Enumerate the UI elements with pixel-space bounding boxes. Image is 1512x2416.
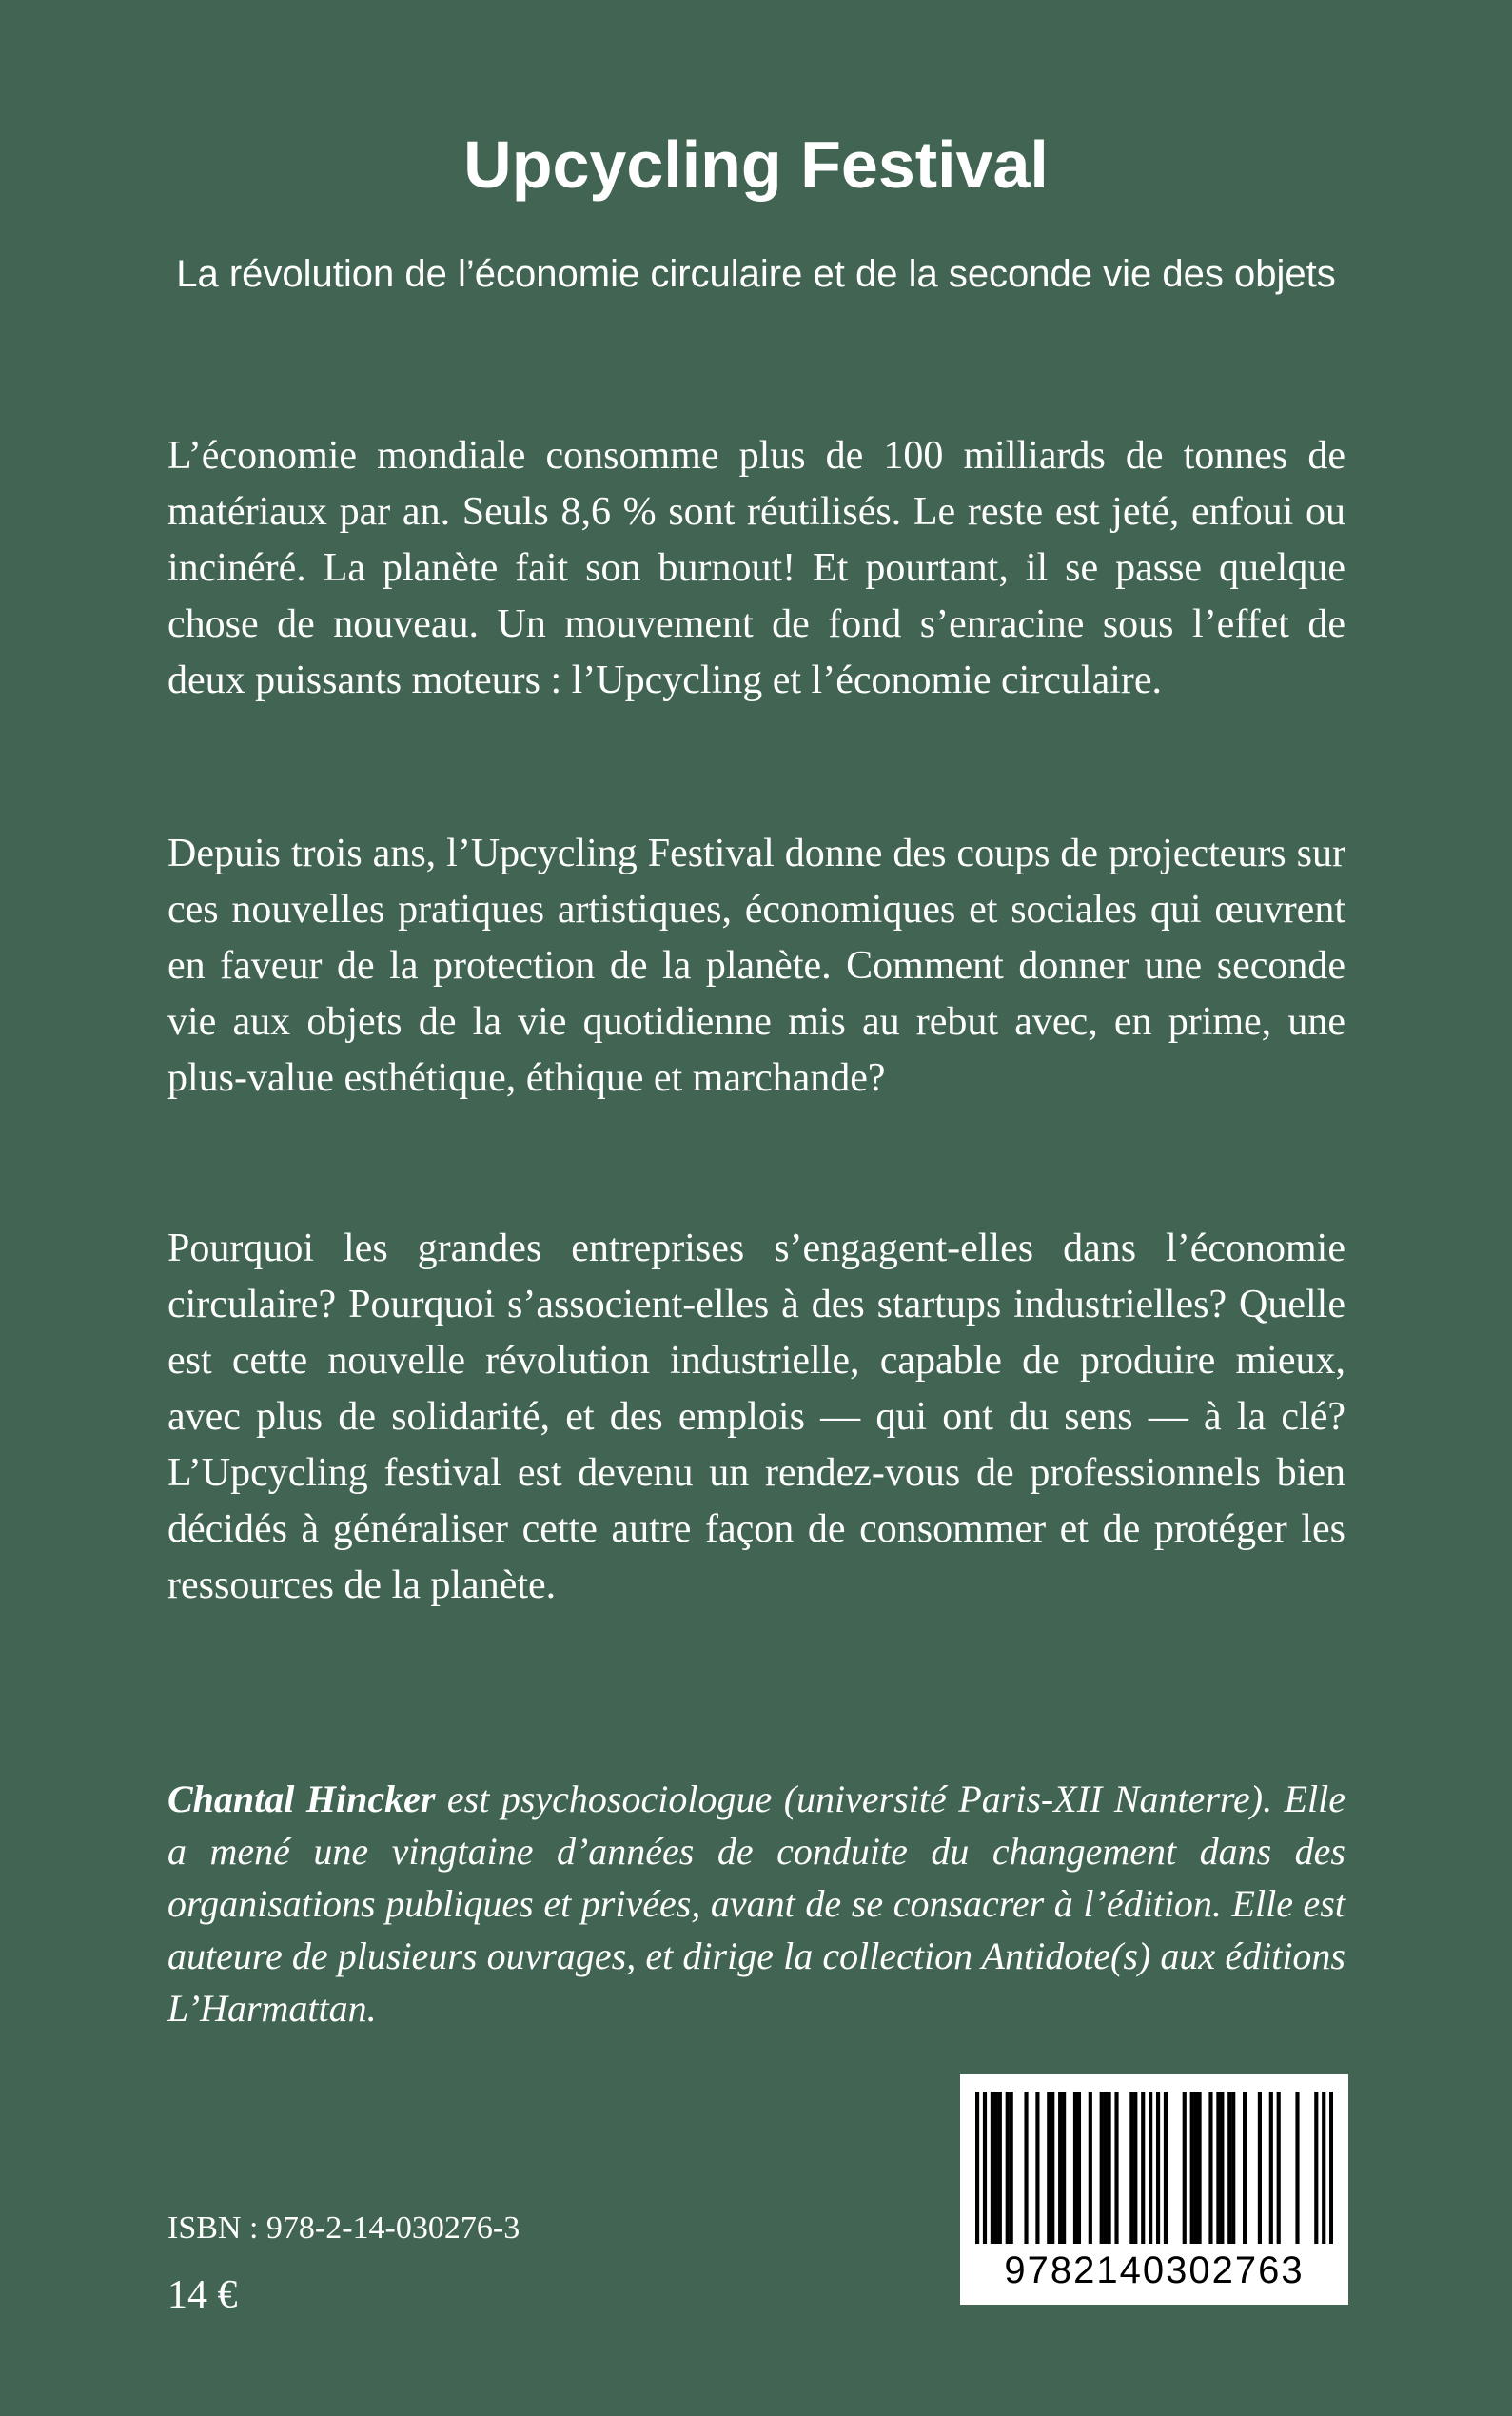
barcode-bar xyxy=(1073,2092,1077,2244)
barcode-bar xyxy=(1089,2092,1092,2244)
barcode-bar xyxy=(1258,2092,1262,2244)
barcode-bar xyxy=(1024,2092,1028,2244)
barcode-bar xyxy=(1133,2092,1137,2244)
barcode-bars xyxy=(975,2092,1333,2244)
author-bio-text: est psychosociologue (université Paris-XII Nanterre). Elle a mené une vingtaine d’années de conduite du changement dans des organisations publiques et privées, avant de se consacrer à l’édition. Elle est auteure de plusieurs ouvrages, et dirige la collection Antidote(s) aux éditions L’Harmattan. xyxy=(167,1778,1345,2030)
barcode-bar xyxy=(1243,2092,1247,2244)
barcode-bar xyxy=(1129,2092,1133,2244)
barcode-bar xyxy=(1010,2092,1013,2244)
barcode-bar xyxy=(1047,2092,1051,2244)
barcode-bar xyxy=(994,2092,998,2244)
barcode-bar xyxy=(1190,2092,1194,2244)
barcode-bar xyxy=(1156,2092,1160,2244)
author-bio xyxy=(167,1773,1345,2034)
barcode-bar xyxy=(991,2092,994,2244)
barcode-bar xyxy=(1208,2092,1212,2244)
barcode-bar xyxy=(1114,2092,1118,2244)
barcode-bar xyxy=(1141,2092,1145,2244)
isbn-label: ISBN : 978-2-14-030276-3 xyxy=(167,2210,520,2246)
barcode-bar xyxy=(1314,2092,1318,2244)
barcode-bar xyxy=(1164,2092,1168,2244)
author-name: Chantal Hincker xyxy=(167,1778,436,1820)
book-title: Upcycling Festival xyxy=(463,128,1049,202)
barcode-bar xyxy=(1322,2092,1325,2244)
barcode-bar xyxy=(1194,2092,1198,2244)
barcode-bar xyxy=(975,2092,979,2244)
barcode-bar xyxy=(1231,2092,1235,2244)
book-subtitle: La révolution de l’économie circulaire et de la seconde vie des objets xyxy=(176,253,1336,295)
barcode-bar xyxy=(1183,2092,1187,2244)
barcode-bar xyxy=(1100,2092,1104,2244)
barcode-bar xyxy=(1295,2092,1299,2244)
barcode-number: 9782140302763 xyxy=(1004,2249,1305,2291)
barcode-bar xyxy=(1062,2092,1066,2244)
barcode-bar xyxy=(983,2092,987,2244)
paragraph-3: Pourquoi les grandes entreprises s’engagent-elles dans l’économie circulaire? Pourquoi s’associent-elles à des startups industrielles? Quelle est cette nouvelle révolution industrielle, capable de produire mieux, avec plus de solidarité, et des emplois — qui ont du sens — à la clé? L’Upcycling festival est devenu un rendez-vous de professionnels bien décidés à généraliser cette autre façon de consommer et de protéger les ressources de la planète. xyxy=(167,1227,1345,1607)
barcode-bar xyxy=(1035,2092,1039,2244)
barcode-bar xyxy=(1220,2092,1224,2244)
barcode-bar xyxy=(1108,2092,1111,2244)
paragraph-1: L’économie mondiale consomme plus de 100 milliards de tonnes de matériaux par an. Seuls 8,6 % sont réutilisés. Le reste est jeté, enfoui ou incinéré. La planète fait son burnout! Et pourtant, il se passe quelque chose de nouveau. Un mouvement de fond s’enracine sous l’effet de deux puissants moteurs : l’Upcycling et l’économie circulaire. xyxy=(167,434,1345,702)
barcode-bar xyxy=(1227,2092,1231,2244)
paragraph-2: Depuis trois ans, l’Upcycling Festival donne des coups de projecteurs sur ces nouvelles pratiques artistiques, économiques et sociales qui œuvrent en faveur de la protection de la planète. Comment donner une seconde vie aux objets de la vie quotidienne mis au rebut avec, en prime, une plus-value esthétique, éthique et marchande? xyxy=(167,832,1345,1100)
barcode-bar xyxy=(1051,2092,1054,2244)
barcode-bar xyxy=(1149,2092,1152,2244)
barcode-bar xyxy=(1216,2092,1220,2244)
barcode-bar xyxy=(1269,2092,1273,2244)
barcode-bar xyxy=(1006,2092,1010,2244)
barcode-bar xyxy=(998,2092,1002,2244)
barcode-bar xyxy=(1329,2092,1333,2244)
barcode-bar xyxy=(1077,2092,1081,2244)
barcode-bar xyxy=(1058,2092,1062,2244)
barcode-bar xyxy=(1277,2092,1281,2244)
barcode xyxy=(960,2074,1348,2305)
barcode-bar xyxy=(1104,2092,1108,2244)
barcode-bar xyxy=(1198,2092,1202,2244)
price-label: 14 € xyxy=(167,2273,238,2317)
